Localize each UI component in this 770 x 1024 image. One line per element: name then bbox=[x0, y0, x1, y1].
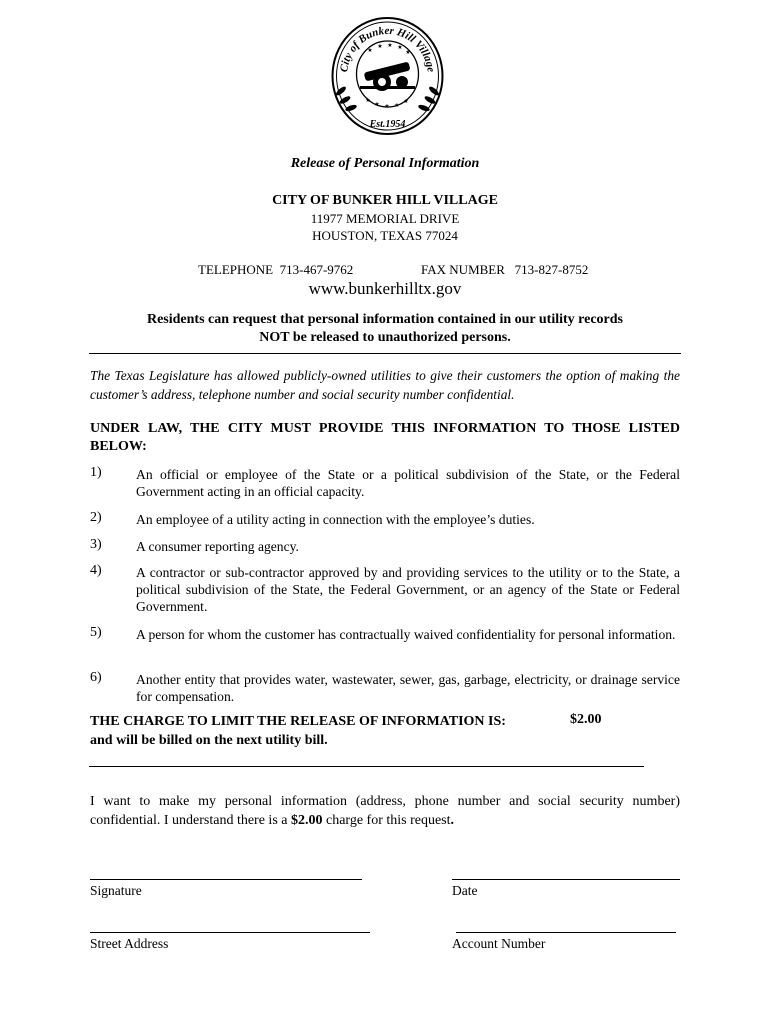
intro-paragraph: The Texas Legislature has allowed publicly-owned utilities to give their customers the option of making the customer’s address, telephone number and social security number confidential. bbox=[90, 368, 680, 402]
notice-line-1: Residents can request that personal information contained in our utility records bbox=[146, 312, 623, 327]
request-statement bbox=[90, 792, 680, 830]
svg-text:★: ★ bbox=[405, 49, 411, 56]
notice bbox=[0, 311, 770, 347]
charge-amount: $2.00 bbox=[570, 712, 602, 727]
city-name: CITY OF BUNKER HILL VILLAGE bbox=[272, 193, 498, 208]
law-heading: UNDER LAW, THE CITY MUST PROVIDE THIS INFORMATION TO THOSE LISTED BELOW: bbox=[90, 421, 680, 454]
seal-top-text: City of Bunker Hill Village bbox=[338, 24, 437, 73]
charge-line-2: and will be billed on the next utility bill. bbox=[90, 733, 328, 748]
list-item-number: 2) bbox=[90, 510, 102, 525]
svg-text:★: ★ bbox=[394, 102, 400, 109]
list-item-text: A person for whom the customer has contractually waived confidentiality for personal information. bbox=[136, 627, 676, 642]
account-number-label: Account Number bbox=[452, 936, 546, 951]
telephone-line bbox=[198, 262, 353, 278]
svg-text:★: ★ bbox=[377, 43, 383, 50]
list-item-text: An official or employee of the State or a political subdivision of the State, or the Federal Government acting in an official capacity. bbox=[136, 467, 680, 499]
svg-text:★: ★ bbox=[374, 101, 380, 108]
account-number-field[interactable] bbox=[456, 932, 676, 933]
list-item-number: 3) bbox=[90, 537, 102, 552]
charge-statement bbox=[90, 712, 506, 750]
svg-text:★: ★ bbox=[367, 47, 373, 54]
svg-text:★: ★ bbox=[365, 97, 371, 104]
address-line-1: 11977 MEMORIAL DRIVE bbox=[310, 211, 460, 226]
street-address-label: Street Address bbox=[90, 936, 169, 951]
fax-label: FAX NUMBER bbox=[421, 262, 505, 277]
list-item-text: A contractor or sub-contractor approved by and providing services to the utility or to the State, a political subdivision of the State, the Federal Government, or an agency of the State or Federal Government. bbox=[136, 565, 680, 614]
website-link[interactable]: www.bunkerhilltx.gov bbox=[308, 279, 462, 298]
svg-text:★: ★ bbox=[397, 44, 403, 51]
fax-number: 713-827-8752 bbox=[514, 262, 589, 277]
list-item-text: Another entity that provides water, wastewater, sewer, gas, garbage, electricity, or drainage service for compensation. bbox=[136, 672, 680, 704]
seal-est-text: Est.1954 bbox=[369, 119, 406, 130]
list-item-number: 4) bbox=[90, 563, 102, 578]
list-item-text: A consumer reporting agency. bbox=[136, 539, 299, 554]
telephone-number: 713-467-9762 bbox=[279, 262, 354, 277]
address-line-2: HOUSTON, TEXAS 77024 bbox=[312, 228, 458, 243]
request-text-end: charge for this request bbox=[322, 813, 451, 828]
request-amount: $2.00 bbox=[290, 813, 323, 828]
svg-text:★: ★ bbox=[403, 98, 409, 105]
svg-text:★: ★ bbox=[387, 42, 393, 49]
street-address-field[interactable] bbox=[90, 932, 370, 933]
city-seal-logo bbox=[330, 16, 445, 136]
svg-text:★: ★ bbox=[384, 103, 390, 110]
document-title: Release of Personal Information bbox=[290, 156, 480, 171]
charge-line-1: THE CHARGE TO LIMIT THE RELEASE OF INFORMATION IS: bbox=[90, 714, 506, 729]
list-item-text: An employee of a utility acting in connection with the employee’s duties. bbox=[136, 512, 535, 527]
list-item-number: 5) bbox=[90, 625, 102, 640]
signature-label: Signature bbox=[90, 883, 142, 898]
fax-line bbox=[421, 262, 588, 278]
divider bbox=[89, 353, 681, 354]
notice-line-2: NOT be released to unauthorized persons. bbox=[259, 330, 511, 345]
separator-line bbox=[89, 766, 644, 767]
list-item-number: 1) bbox=[90, 465, 102, 480]
date-label: Date bbox=[452, 883, 478, 898]
request-text: I want to make my personal information (address, phone number and social security number) confidential. I understand there is a bbox=[90, 794, 680, 828]
list-item-number: 6) bbox=[90, 670, 102, 685]
signature-field[interactable] bbox=[90, 879, 362, 880]
date-field[interactable] bbox=[452, 879, 680, 880]
request-period: . bbox=[450, 813, 455, 828]
telephone-label: TELEPHONE bbox=[198, 262, 274, 277]
